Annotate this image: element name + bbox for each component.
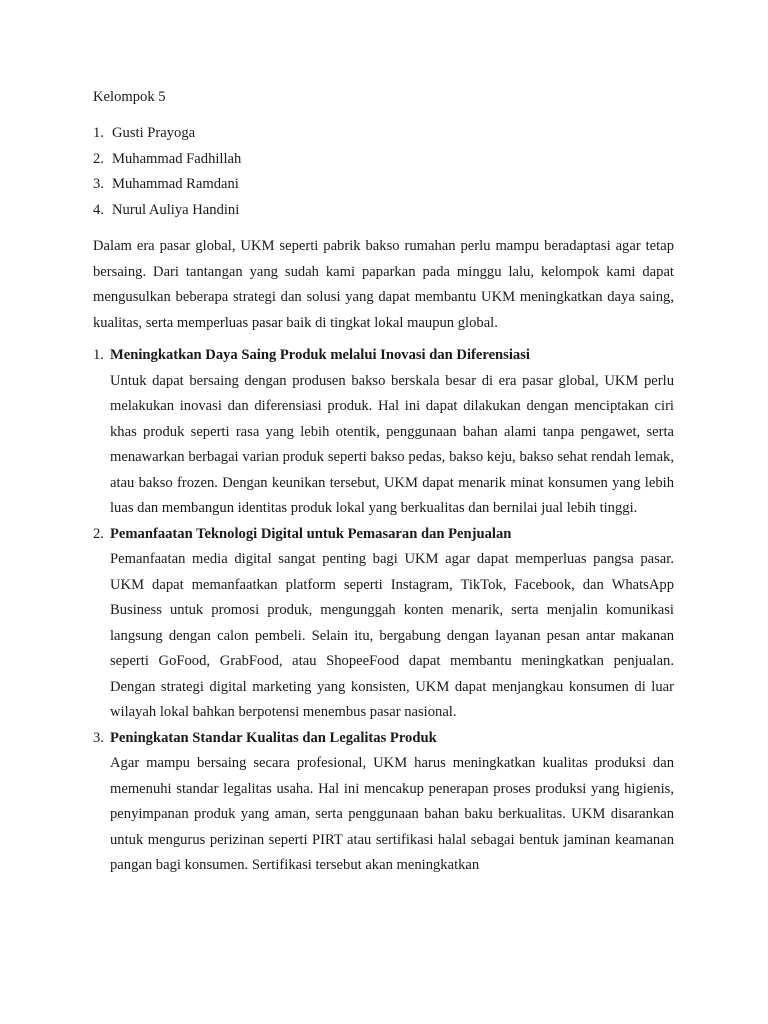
strategy-content (110, 726, 674, 879)
member-item (93, 147, 674, 173)
strategy-item (93, 343, 674, 522)
member-number: 4. (93, 201, 104, 218)
strategy-body: Agar mampu bersaing secara profesional, UKM harus meningkatkan kualitas produksi dan memenuhi standar legalitas usaha. Hal ini mencakup penerapan proses produksi yang higienis, penyimpanan produk yang aman, serta penggunaan bahan baku berkualitas. UKM disarankan untuk mengurus perizinan seperti PIRT atau sertifikasi halal sebagai bentuk jaminan keamanan pangan bagi konsumen. Sertifikasi tersebut akan meningkatkan (110, 755, 674, 873)
strategy-item (93, 726, 674, 879)
member-name: Gusti Prayoga (112, 125, 196, 141)
member-number: 2. (93, 150, 104, 167)
strategy-body: Pemanfaatan media digital sangat penting bagi UKM agar dapat memperluas pangsa pasar. UKM dapat memanfaatkan platform seperti Instagram, TikTok, Facebook, dan WhatsApp Business untuk promosi produk, mengunggah konten menarik, serta menjalin komunikasi langsung dengan calon pembeli. Selain itu, bergabung dengan layanan pesan antar makanan seperti GoFood, GrabFood, atau ShopeeFood dapat membantu meningkatkan penjualan. Dengan strategi digital marketing yang konsisten, UKM dapat menjangkau konsumen di luar wilayah lokal bahkan berpotensi menembus pasar nasional. (110, 551, 674, 720)
strategy-heading: Meningkatkan Daya Saing Produk melalui Inovasi dan Diferensiasi (110, 347, 530, 363)
member-number: 3. (93, 176, 104, 192)
strategy-content (110, 522, 674, 726)
member-item (93, 121, 674, 147)
strategy-heading: Pemanfaatan Teknologi Digital untuk Pemasaran dan Penjualan (110, 525, 512, 542)
member-name: Muhammad Ramdani (112, 176, 239, 192)
member-list (93, 121, 674, 223)
strategy-item (93, 522, 674, 726)
intro-paragraph: Dalam era pasar global, UKM seperti pabrik bakso rumahan perlu mampu beradaptasi agar tetap bersaing. Dari tantangan yang sudah kami paparkan pada minggu lalu, kelompok kami dapat mengusulkan beberapa strategi dan solusi yang dapat membantu UKM meningkatkan daya saing, kualitas, serta memperluas pasar baik di tingkat lokal maupun global. (93, 238, 674, 331)
strategy-heading: Peningkatan Standar Kualitas dan Legalitas Produk (110, 729, 437, 746)
strategy-body: Untuk dapat bersaing dengan produsen bakso berskala besar di era pasar global, UKM perlu melakukan inovasi dan diferensiasi produk. Hal ini dapat dilakukan dengan menciptakan ciri khas produk seperti rasa yang lebih otentik, penggunaan bahan alami tanpa pengawet, serta menawarkan berbagai varian produk seperti bakso pedas, bakso keju, bakso sehat rendah lemak, atau bakso frozen. Dengan keunikan tersebut, UKM dapat menarik minat konsumen yang lebih luas dan membangun identitas produk lokal yang berkualitas dan bernilai jual lebih tinggi. (110, 372, 674, 516)
strategy-number: 3. (93, 729, 104, 746)
member-item (93, 172, 674, 198)
group-title: Kelompok 5 (93, 89, 166, 105)
strategy-number: 2. (93, 525, 104, 542)
strategy-list (93, 343, 674, 879)
member-item (93, 198, 674, 224)
strategy-number: 1. (93, 347, 104, 363)
member-name: Muhammad Fadhillah (112, 150, 242, 167)
member-number: 1. (93, 125, 104, 141)
member-name: Nurul Auliya Handini (112, 201, 240, 218)
strategy-content (110, 343, 674, 522)
